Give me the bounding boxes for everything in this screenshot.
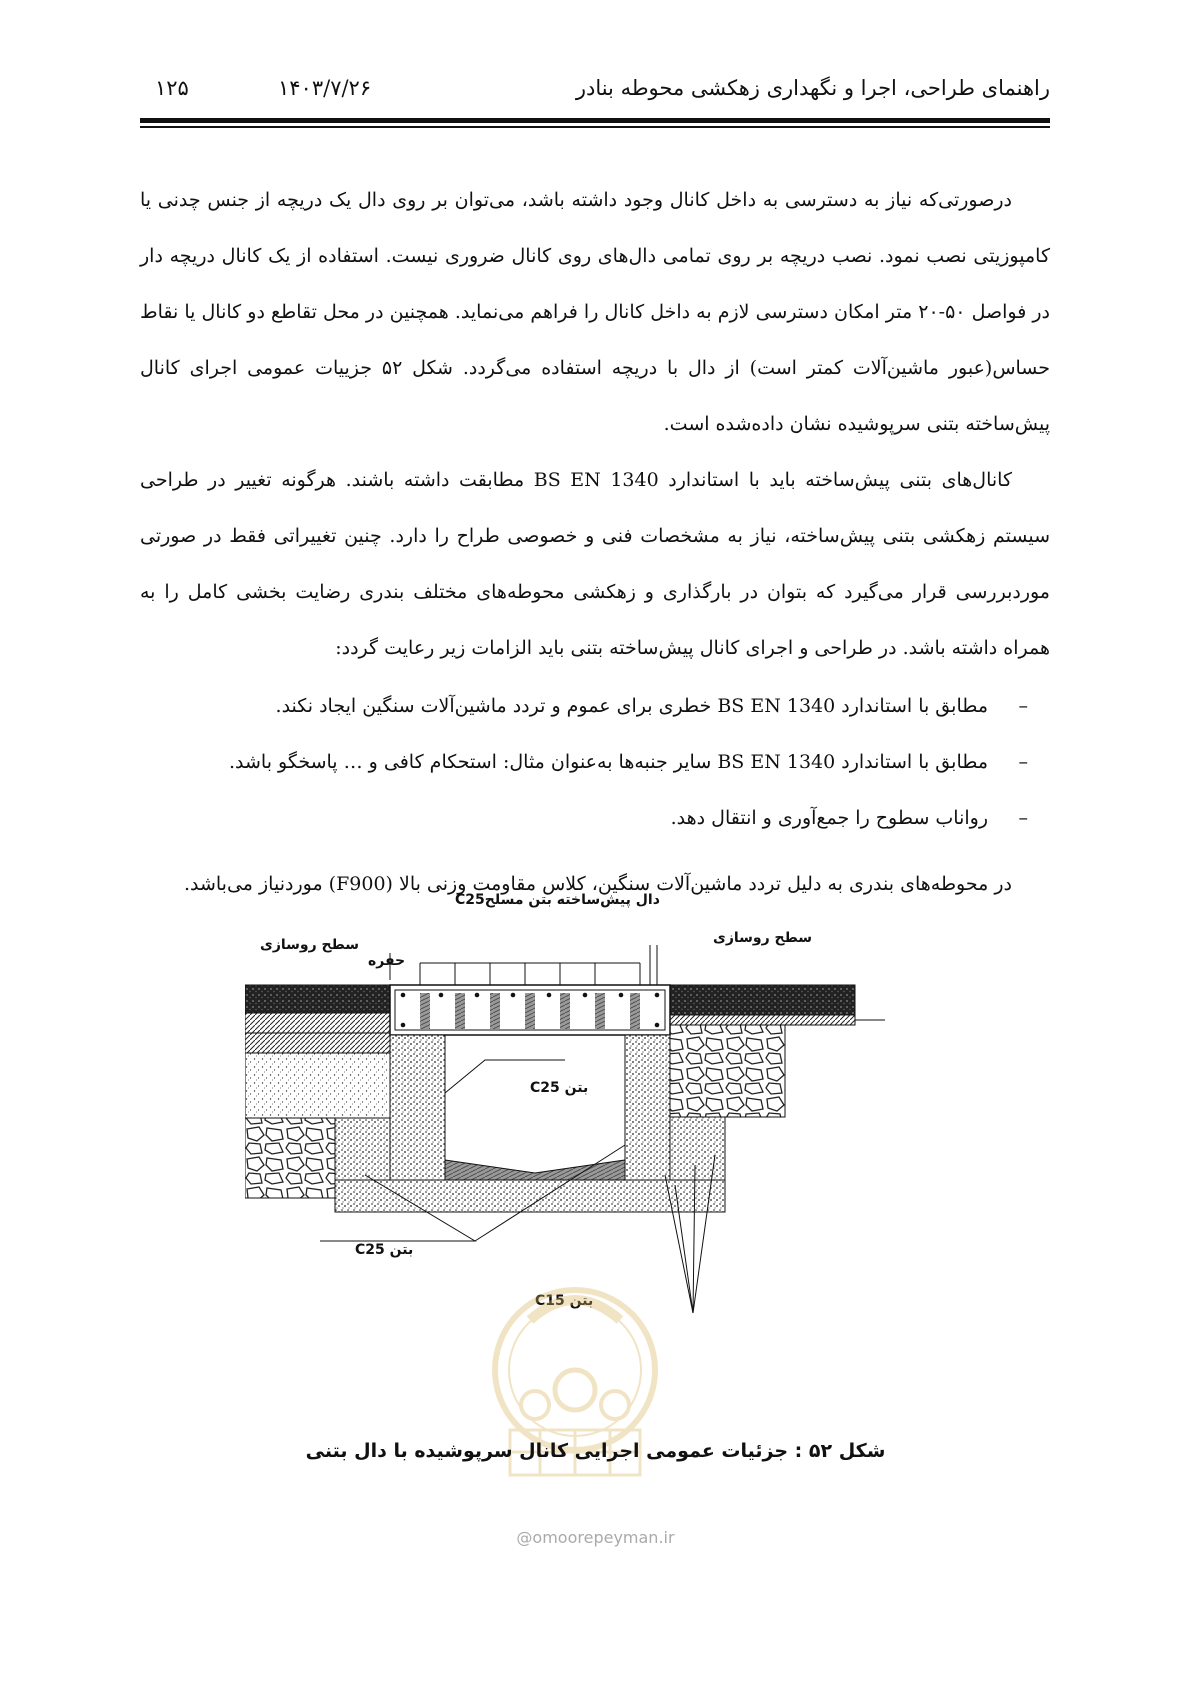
bullet-marker: – [1018, 807, 1028, 829]
list-item [140, 678, 1028, 734]
bullet-marker: – [1018, 695, 1028, 717]
hole-label: حفره [368, 953, 406, 969]
requirements-list [140, 678, 1050, 846]
slab-label: دال پیش‌ساخته بتن مسلحC25 [455, 892, 660, 908]
paragraph-1: درصورتی‌که نیاز به دسترسی به داخل کانال وجود داشته باشد، می‌توان بر روی دال یک دریچه از جنس چدنی یا کامپوزیتی نصب نمود. نصب دریچه بر روی تمامی دال‌های روی کانال ضروری نیست. استفاده از یک کانال دریچه دار در فواصل ۵۰-۲۰ متر امکان دسترسی لازم به داخل کانال را فراهم می‌نماید. همچنین در محل تقاطع دو کانال یا نقاط حساس(عبور ماشین‌آلات کمتر است) از دال با دریچه استفاده می‌گردد. شکل ۵۲ جزییات عمومی اجرای کانال پیش‌ساخته بتنی سرپوشیده نشان داده‌شده است. [140, 189, 1051, 435]
channel-invert [445, 1160, 625, 1180]
channel-wall-left [390, 1035, 445, 1180]
document-date: ۱۴۰۳/۷/۲۶ [278, 76, 372, 100]
page-number: ۱۲۵ [155, 76, 189, 100]
stone-layer-right [670, 1025, 785, 1117]
fill-layer-left [245, 1053, 390, 1118]
channel-cross-section-drawing [245, 945, 965, 1325]
figure-caption: شکل ۵۲ : جزئیات عمومی اجرایی کانال سرپوشیده با دال بتنی [305, 1440, 886, 1462]
base-layer-right [670, 1015, 855, 1025]
page-header [140, 72, 1050, 112]
closing-paragraph: در محوطه‌های بندری به دلیل تردد ماشین‌آلات سنگین، کلاس مقاومت وزنی بالا (F900) موردنیاز می‌باشد. [183, 873, 1012, 895]
channel-wall-right [625, 1035, 670, 1180]
backfill-left [335, 1118, 390, 1183]
channel-detail-figure [245, 892, 965, 1325]
base-concrete-label: بتن C15 [535, 1293, 594, 1309]
subbase-layer-left [245, 1033, 390, 1053]
bullet-marker: – [1018, 751, 1028, 773]
document-title: راهنمای طراحی، اجرا و نگهداری زهکشی محوطه بنادر [575, 76, 1050, 100]
bottom-concrete-label: بتن C25 [355, 1242, 414, 1258]
body-text [140, 172, 1050, 912]
asphalt-layer-left [245, 985, 390, 1013]
inner-concrete-label: بتن C25 [530, 1080, 589, 1096]
surface-label-left: سطح روسازی [260, 937, 360, 953]
header-rule-thick [140, 118, 1050, 123]
watermark-url: @omoorepeyman.ir [516, 1528, 675, 1547]
list-item-text: مطابق با استاندارد BS EN 1340 خطری برای عموم و تردد ماشین‌آلات سنگین ایجاد نکند. [275, 695, 988, 717]
list-item [140, 790, 1028, 846]
surface-label-right: سطح روسازی [713, 930, 813, 946]
list-item-text: رواناب سطوح را جمع‌آوری و انتقال دهد. [670, 807, 988, 829]
stone-layer-left [245, 1118, 345, 1198]
list-item-text: مطابق با استاندارد BS EN 1340 سایر جنبه‌ها به‌عنوان مثال: استحکام کافی و … پاسخگو باشد. [228, 751, 988, 773]
base-layer-left [245, 1013, 390, 1033]
backfill-right [670, 1117, 725, 1183]
paragraph-2: کانال‌های بتنی پیش‌ساخته باید با استاندارد BS EN 1340 مطابقت داشته باشند. هرگونه تغییر در طراحی سیستم زهکشی بتنی پیش‌ساخته، نیاز به مشخصات فنی و خصوصی طراح را دارد. چنین تغییراتی فقط در صورتی موردبررسی قرار می‌گیرد که بتوان در بارگذاری و زهکشی محوطه‌های مختلف بندری رضایت بخشی کامل را به همراه داشته باشد. در طراحی و اجرای کانال پیش‌ساخته بتنی باید الزامات زیر رعایت گردد: [140, 469, 1050, 659]
header-rule-thin [140, 126, 1050, 128]
asphalt-layer-right [670, 985, 855, 1015]
list-item [140, 734, 1028, 790]
